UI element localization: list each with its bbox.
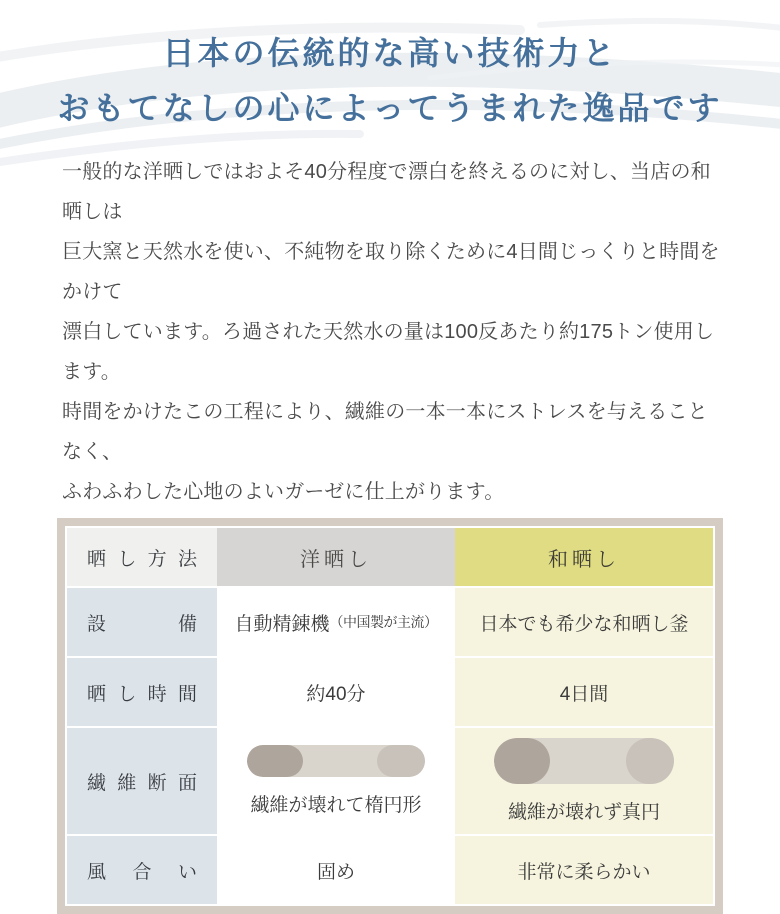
column-header-yozarashi-label: 洋晒し [300,548,372,571]
fiber-west-caption: 繊維が壊れて楕円形 [250,795,422,816]
column-header-wazarashi [455,528,713,586]
column-header-yozarashi [217,528,455,586]
row-label-time [67,658,217,726]
row-label-texture-text: 風合い [87,861,197,883]
page-title [0,0,780,136]
fiber-japan-caption: 繊維が壊れず真円 [507,802,660,823]
description-line: 一般的な洋晒しではおよそ40分程度で漂白を終えるのに対し、当店の和晒しは [62,161,711,223]
cell-equipment-japan [455,588,713,656]
cell-fiber-japan [455,728,713,834]
cell-fiber-west [217,728,455,834]
row-label-equipment-text: 設備 [87,613,197,635]
equipment-japan-value: 日本でも希少な和晒し釜 [479,613,689,635]
hero-section [0,0,780,146]
texture-japan-value: 非常に柔らかい [517,861,651,883]
cell-time-japan [455,658,713,726]
row-label-fiber [67,728,217,834]
equipment-west-note: （中国製が主流） [329,614,438,630]
column-header-wazarashi-label: 和晒し [548,548,620,571]
time-japan-value: 4日間 [559,683,609,705]
page-title-line1: 日本の伝統的な高い技術力と [162,35,618,71]
time-west-value: 約40分 [306,683,366,705]
equipment-west-value: 自動精錬機 [234,613,330,635]
description-line: ふわふわした心地のよいガーゼに仕上がります。 [62,481,505,503]
comparison-table-grid [67,528,713,904]
description-line: 時間をかけたこの工程により、繊維の一本一本にストレスを与えることなく、 [62,401,708,463]
texture-west-value: 固め [316,861,355,883]
cylinder-left-cap [247,745,303,777]
cylinder-right-cap [626,738,674,784]
row-label-equipment [67,588,217,656]
corner-header-label: 晒し方法 [87,548,197,570]
cell-texture-japan [455,836,713,904]
cell-equipment-west [217,588,455,656]
row-label-fiber-text: 繊維断面 [87,772,197,794]
description-line: 漂白しています。ろ過された天然水の量は100反あたり約175トン使用します。 [62,321,715,383]
table-corner-header [67,528,217,586]
cell-time-west [217,658,455,726]
page-title-line2: おもてなしの心によってうまれた逸品です [57,90,723,126]
row-label-texture [67,836,217,904]
cylinder-left-cap [494,738,550,784]
fiber-cylinder-round-graphic [494,738,674,784]
description-paragraph [62,152,722,512]
comparison-table [57,518,723,914]
cylinder-right-cap [377,745,425,777]
fiber-cylinder-flat-graphic [247,745,425,777]
row-label-time-text: 晒し時間 [87,683,197,705]
description-line: 巨大窯と天然水を使い、不純物を取り除くために4日間じっくりと時間をかけて [62,241,720,303]
cell-texture-west [217,836,455,904]
